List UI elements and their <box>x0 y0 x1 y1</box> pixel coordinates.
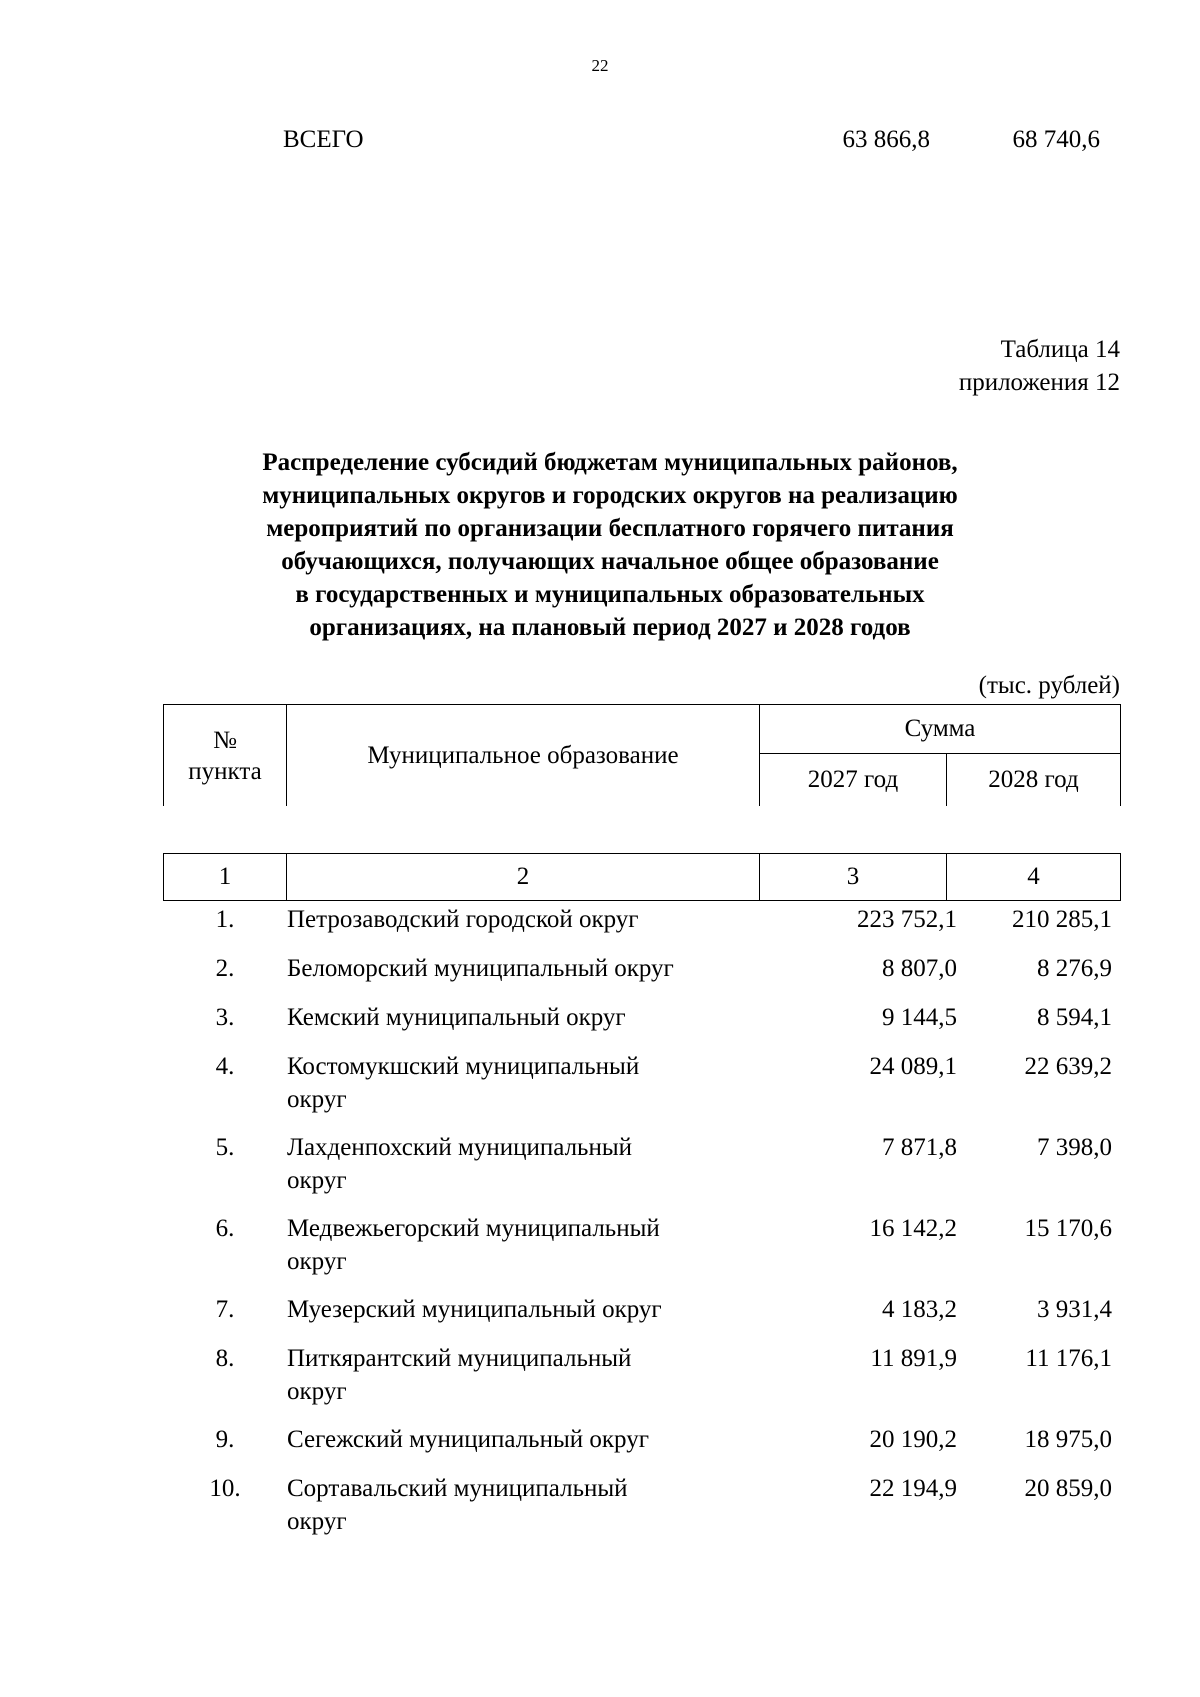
column-index-row <box>163 853 1121 901</box>
column-index: 4 <box>947 854 1121 901</box>
row-value-2027: 22 194,9 <box>869 1475 957 1502</box>
row-municipality-line: Медвежьегорский муниципальный <box>287 1215 660 1242</box>
row-municipality <box>287 1293 727 1342</box>
row-municipality <box>287 1342 727 1423</box>
total-value-2027: 63 866,8 <box>842 126 930 153</box>
row-municipality-line: округ <box>287 1167 347 1194</box>
row-value-2027: 9 144,5 <box>882 1004 957 1031</box>
table-row <box>163 1472 1121 1553</box>
table-row <box>163 1001 1121 1050</box>
row-value-2028: 8 276,9 <box>1037 955 1112 982</box>
row-value-2028: 15 170,6 <box>1024 1215 1112 1242</box>
header-number-word: пункта <box>188 757 262 785</box>
header-number <box>164 705 287 807</box>
row-number: 8. <box>215 1345 235 1372</box>
row-number: 6. <box>215 1215 235 1242</box>
table-row <box>163 1423 1121 1472</box>
table-reference-line1: Таблица 14 <box>1000 336 1120 363</box>
row-value-2027: 24 089,1 <box>869 1053 957 1080</box>
row-municipality <box>287 1423 727 1472</box>
row-value-2027: 4 183,2 <box>882 1296 957 1323</box>
row-value-2028: 20 859,0 <box>1024 1475 1112 1502</box>
row-municipality <box>287 1050 727 1131</box>
table-row <box>163 1050 1121 1131</box>
row-municipality-line: Кемский муниципальный округ <box>287 1004 626 1031</box>
table-row <box>163 1293 1121 1342</box>
row-number: 1. <box>215 906 235 933</box>
total-label: ВСЕГО <box>283 126 364 153</box>
row-value-2027: 8 807,0 <box>882 955 957 982</box>
row-value-2027: 20 190,2 <box>869 1426 957 1453</box>
header-sum: Сумма <box>760 705 1121 754</box>
row-number: 9. <box>215 1426 235 1453</box>
row-municipality-line: Питкярантский муниципальный <box>287 1345 632 1372</box>
header-number-symbol: № <box>213 726 237 754</box>
row-value-2028: 210 285,1 <box>1012 906 1112 933</box>
row-municipality-line: Сортавальский муниципальный <box>287 1475 628 1502</box>
row-municipality-line: округ <box>287 1508 347 1535</box>
row-number: 7. <box>215 1296 235 1323</box>
row-municipality-line: округ <box>287 1378 347 1405</box>
table-reference-line2: приложения 12 <box>958 369 1120 396</box>
page-number: 22 <box>591 56 609 75</box>
title-line: Распределение субсидий бюджетам муниципальных районов, <box>262 449 958 476</box>
column-index: 1 <box>164 854 287 901</box>
row-municipality-line: Муезерский муниципальный округ <box>287 1296 662 1323</box>
row-municipality <box>287 1131 727 1212</box>
header-year-2028: 2028 год <box>947 754 1121 807</box>
table-row <box>163 1342 1121 1423</box>
table-reference <box>959 333 1120 399</box>
row-value-2027: 223 752,1 <box>857 906 957 933</box>
title-line: мероприятий по организации бесплатного горячего питания <box>266 515 954 542</box>
table-row <box>163 1212 1121 1293</box>
row-municipality-line: Сегежский муниципальный округ <box>287 1426 649 1453</box>
table-row <box>163 903 1121 952</box>
row-number: 2. <box>215 955 235 982</box>
row-municipality-line: Лахденпохский муниципальный <box>287 1134 632 1161</box>
row-municipality <box>287 1472 727 1553</box>
row-municipality-line: Костомукшский муниципальный <box>287 1053 640 1080</box>
table-row <box>163 1131 1121 1212</box>
row-value-2027: 11 891,9 <box>870 1345 957 1372</box>
row-municipality-line: округ <box>287 1248 347 1275</box>
column-index: 3 <box>760 854 947 901</box>
row-number: 10. <box>209 1475 241 1502</box>
table-header <box>163 704 1121 806</box>
title-line: организациях, на плановый период 2027 и 2028 годов <box>309 614 911 641</box>
column-index: 2 <box>287 854 760 901</box>
row-municipality <box>287 1001 727 1050</box>
row-number: 3. <box>215 1004 235 1031</box>
row-value-2028: 11 176,1 <box>1025 1345 1112 1372</box>
row-value-2028: 3 931,4 <box>1037 1296 1112 1323</box>
title-line: муниципальных округов и городских округов на реализацию <box>262 482 958 509</box>
row-value-2027: 7 871,8 <box>882 1134 957 1161</box>
row-number: 4. <box>215 1053 235 1080</box>
row-municipality <box>287 952 727 1001</box>
units-label: (тыс. рублей) <box>978 672 1120 699</box>
row-number: 5. <box>215 1134 235 1161</box>
header-municipality: Муниципальное образование <box>287 705 760 807</box>
row-value-2028: 7 398,0 <box>1037 1134 1112 1161</box>
table-body <box>163 903 1121 1553</box>
total-value-2028: 68 740,6 <box>1012 126 1100 153</box>
row-municipality <box>287 1212 727 1293</box>
title-line: в государственных и муниципальных образовательных <box>295 581 925 608</box>
row-value-2028: 8 594,1 <box>1037 1004 1112 1031</box>
title-line: обучающихся, получающих начальное общее образование <box>281 548 939 575</box>
header-year-2027: 2027 год <box>760 754 947 807</box>
row-municipality-line: Петрозаводский городской округ <box>287 906 639 933</box>
row-value-2028: 18 975,0 <box>1024 1426 1112 1453</box>
document-title <box>180 446 1040 644</box>
table-row <box>163 952 1121 1001</box>
row-municipality <box>287 903 727 952</box>
row-municipality-line: округ <box>287 1086 347 1113</box>
row-value-2028: 22 639,2 <box>1024 1053 1112 1080</box>
row-value-2027: 16 142,2 <box>869 1215 957 1242</box>
row-municipality-line: Беломорский муниципальный округ <box>287 955 674 982</box>
